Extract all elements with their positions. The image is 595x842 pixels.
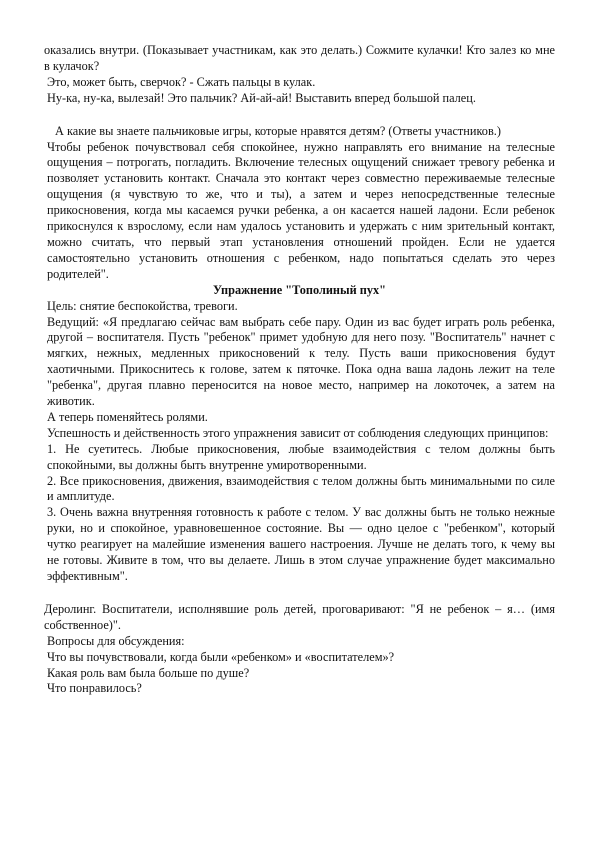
paragraph-principles-intro: Успешность и действенность этого упражнения зависит от соблюдения следующих принципов:	[47, 425, 549, 440]
principle-2: 2. Все прикосновения, движения, взаимодействия с телом должны быть минимальными по силе и амплитуде.	[47, 473, 555, 504]
paragraph-cricket: Это, может быть, сверчок? - Сжать пальцы в кулак.	[47, 74, 316, 89]
discussion-question-1: Что вы почувствовали, когда были «ребенком» и «воспитателем»?	[47, 649, 395, 664]
paragraph-come-out: Ну-ка, ну-ка, вылезай! Это пальчик? Ай-ай-ай! Выставить вперед большой палец.	[47, 90, 476, 105]
paragraph-switch-roles: А теперь поменяйтесь ролями.	[47, 409, 208, 424]
exercise-heading: Упражнение "Тополиный пух"	[213, 282, 386, 297]
principle-1: 1. Не суетитесь. Любые прикосновения, любые взаимодействия с телом должны быть спокойными, вы должны быть внутренне умиротворенными.	[47, 441, 555, 472]
exercise-goal: Цель: снятие беспокойства, тревоги.	[47, 298, 238, 313]
paragraph-fist-rhyme-end: оказались внутри. (Показывает участникам, как это делать.) Сожмите кулачки! Кто залез ко мне в кулачок?	[44, 43, 555, 73]
discussion-question-3: Что понравилось?	[47, 681, 142, 696]
discussion-questions-heading: Вопросы для обсуждения:	[47, 633, 185, 648]
document-body	[44, 43, 555, 697]
paragraph-finger-games-question: А какие вы знаете пальчиковые игры, которые нравятся детям? (Ответы участников.)	[55, 123, 501, 138]
paragraph-deroling: Деролинг. Воспитатели, исполнявшие роль детей, проговаривают: "Я не ребенок – я… (имя собственное)".	[44, 601, 555, 632]
paragraph-body-sensations: Чтобы ребенок почувствовал себя спокойнее, нужно направлять его внимание на телесные ощущения – потрогать, погладить. Включение телесных ощущений снижает тревогу ребенка и позволяет установить контакт. Сначала это контакт через совместно переживаемые телесные ощущения (я чувствую то же, что и ты), а затем и через непосредственные телесные прикосновения, когда мы касаемся ручки ребенка, а он касается нашей ладони. Если ребенок прикоснулся к взрослому, если нам удалось установить и удержать с ним зрительный контакт, можно считать, что первый этап установления отношений пройден. Если не удается самостоятельно установить отношения с ребенком, надо попытаться сделать это через родителей".	[47, 139, 555, 281]
discussion-question-2: Какая роль вам была больше по душе?	[47, 665, 250, 680]
paragraph-leader-instructions: Ведущий: «Я предлагаю сейчас вам выбрать себе пару. Один из вас будет играть роль ребенка, другой – воспитателя. Пусть "ребенок" примет удобную для него позу. "Воспитатель" начнет с мягких, нежных, медленных прикосновений к телу. Пусть ваши прикосновения будут хаотичными. Прикоснитесь к голове, затем к пяточке. Пока одна ваша ладонь лежит на теле "ребенка", другая плавно переносится на новое место, например на локоточек, а затем на животик.	[47, 314, 555, 409]
principle-3: 3. Очень важна внутренняя готовность к работе с телом. У вас должны быть не только нежные руки, но и спокойное, уравновешенное состояние. Вы — одно целое с "ребенком", который чутко реагирует на малейшие изменения вашего настроения. Лучше не делать того, к чему вы не готовы. Живите в том, что вы делаете. Лишь в этом случае упражнение будет максимально эффективным".	[47, 505, 555, 583]
